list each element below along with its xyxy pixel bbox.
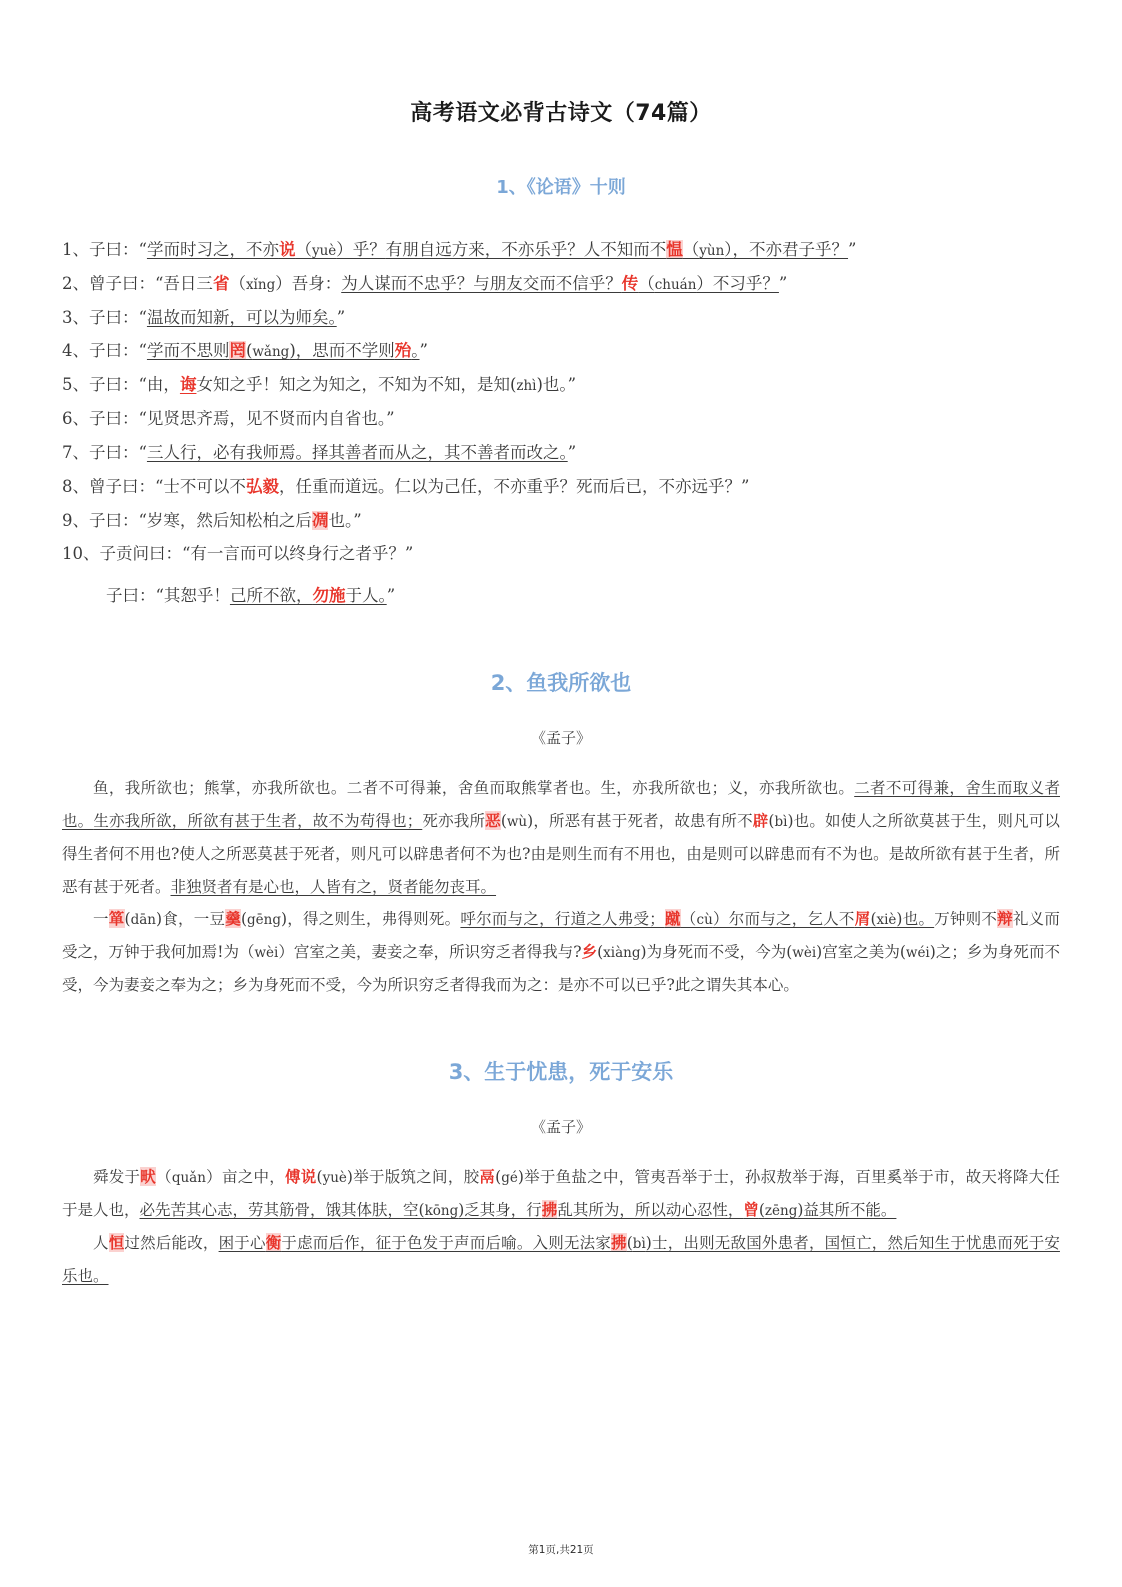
body-paragraph: 鱼，我所欲也；熊掌，亦我所欲也。二者不可得兼，舍鱼而取熊掌者也。生，亦我所欲也；义，亦我所欲也。二者不可得兼，舍生而取义者也。生亦我所欲，所欲有甚于生者，故不为苟得也；死亦我所恶(wù)，所恶有甚于死者，故患有所不辟(bì)也。如使人之所欲莫甚于生，则凡可以得生者何不用也?使人之所恶莫甚于死者，则凡可以辟患者何不为也?由是则生而有不用也，由是则可以辟患而有不为也。是故所欲有甚于生者，所恶有甚于死者。非独贤者有是心也，人皆有之，贤者能勿丧耳。 bbox=[62, 778, 1060, 896]
quote-line: 子曰：“其恕乎！己所不欲，勿施于人。” bbox=[106, 586, 396, 606]
body-paragraph: 一箪(dān)食，一豆羹(gēng)，得之则生，弗得则死。呼尔而与之，行道之人弗受；蹴（cù）尔而与之，乞人不屑(xiè)也。万钟则不辩礼义而受之，万钟于我何加焉!为（wèi）宫室之美，妻妾之奉，所识穷乏者得我与?乡(xiàng)为身死而不受，今为(wèi)宫室之美为(wéi)之；乡为身死而不受，今为妻妾之奉为之；乡为身死而不受，今为所识穷乏者得我而为之：是亦不可以已乎?此之谓失其本心。 bbox=[62, 909, 1060, 995]
section-subtitle: 《孟子》 bbox=[530, 728, 591, 747]
quote-line: 4、子曰：“学而不思则罔(wǎng)，思而不学则殆。” bbox=[62, 341, 428, 361]
section-heading-shengyuyouhuan: 3、生于忧患，死于安乐 bbox=[448, 1059, 674, 1084]
quote-line: 2、曾子曰：“吾日三省（xǐng）吾身：为人谋而不忠乎？与朋友交而不信乎？传（chuán）不习乎？” bbox=[62, 273, 788, 293]
quote-line: 8、曾子曰：“士不可以不弘毅，任重而道远。仁以为己任，不亦重乎？死而后已，不亦远乎？” bbox=[62, 476, 750, 496]
quote-line: 1、子曰：“学而时习之，不亦说（yuè）乎？有朋自远方来，不亦乐乎？人不知而不愠（yùn），不亦君子乎？” bbox=[62, 240, 857, 259]
quote-line: 6、子曰：“见贤思齐焉，见不贤而内自省也。” bbox=[62, 409, 395, 429]
quote-line: 3、子曰：“温故而知新，可以为师矣。” bbox=[62, 307, 346, 327]
quote-line: 10、子贡问曰：“有一言而可以终身行之者乎？” bbox=[62, 544, 414, 564]
section-shengyuyouhuan bbox=[62, 1056, 1060, 1292]
page-footer: 第1页,共21页 bbox=[528, 1544, 594, 1556]
section-heading-yuwosuoyuye: 2、鱼我所欲也 bbox=[490, 670, 632, 695]
quote-line: 7、子曰：“三人行，必有我师焉。择其善者而从之，其不善者而改之。” bbox=[62, 442, 577, 462]
body-paragraph: 舜发于畎（quǎn）亩之中，傅说(yuè)举于版筑之间，胶鬲(gé)举于鱼盐之中，管夷吾举于士，孙叔敖举于海，百里奚举于市，故天将降大任于是人也，必先苦其心志，劳其筋骨，饿其体肤，空(kōng)乏其身，行拂乱其所为，所以动心忍性，曾(zēng)益其所不能。 bbox=[62, 1166, 1060, 1219]
quote-line: 5、子曰：“由，诲女知之乎！知之为知之，不知为不知，是知(zhì)也。” bbox=[62, 375, 577, 395]
section-lunyu bbox=[62, 173, 1060, 613]
section-subtitle: 《孟子》 bbox=[530, 1117, 591, 1136]
body-paragraph: 人恒过然后能改，困于心衡于虑而后作，征于色发于声而后喻。入则无法家拂(bì)士，出则无敌国外患者，国恒亡，然后知生于忧患而死于安乐也。 bbox=[62, 1232, 1060, 1285]
section-yuwosuoyuye bbox=[62, 667, 1060, 1002]
quote-line: 9、子曰：“岁寒，然后知松柏之后凋也。” bbox=[62, 510, 362, 530]
section-heading-lunyu: 1、《论语》十则 bbox=[496, 177, 626, 198]
page-title: 高考语文必背古诗文（74篇） bbox=[410, 101, 712, 126]
